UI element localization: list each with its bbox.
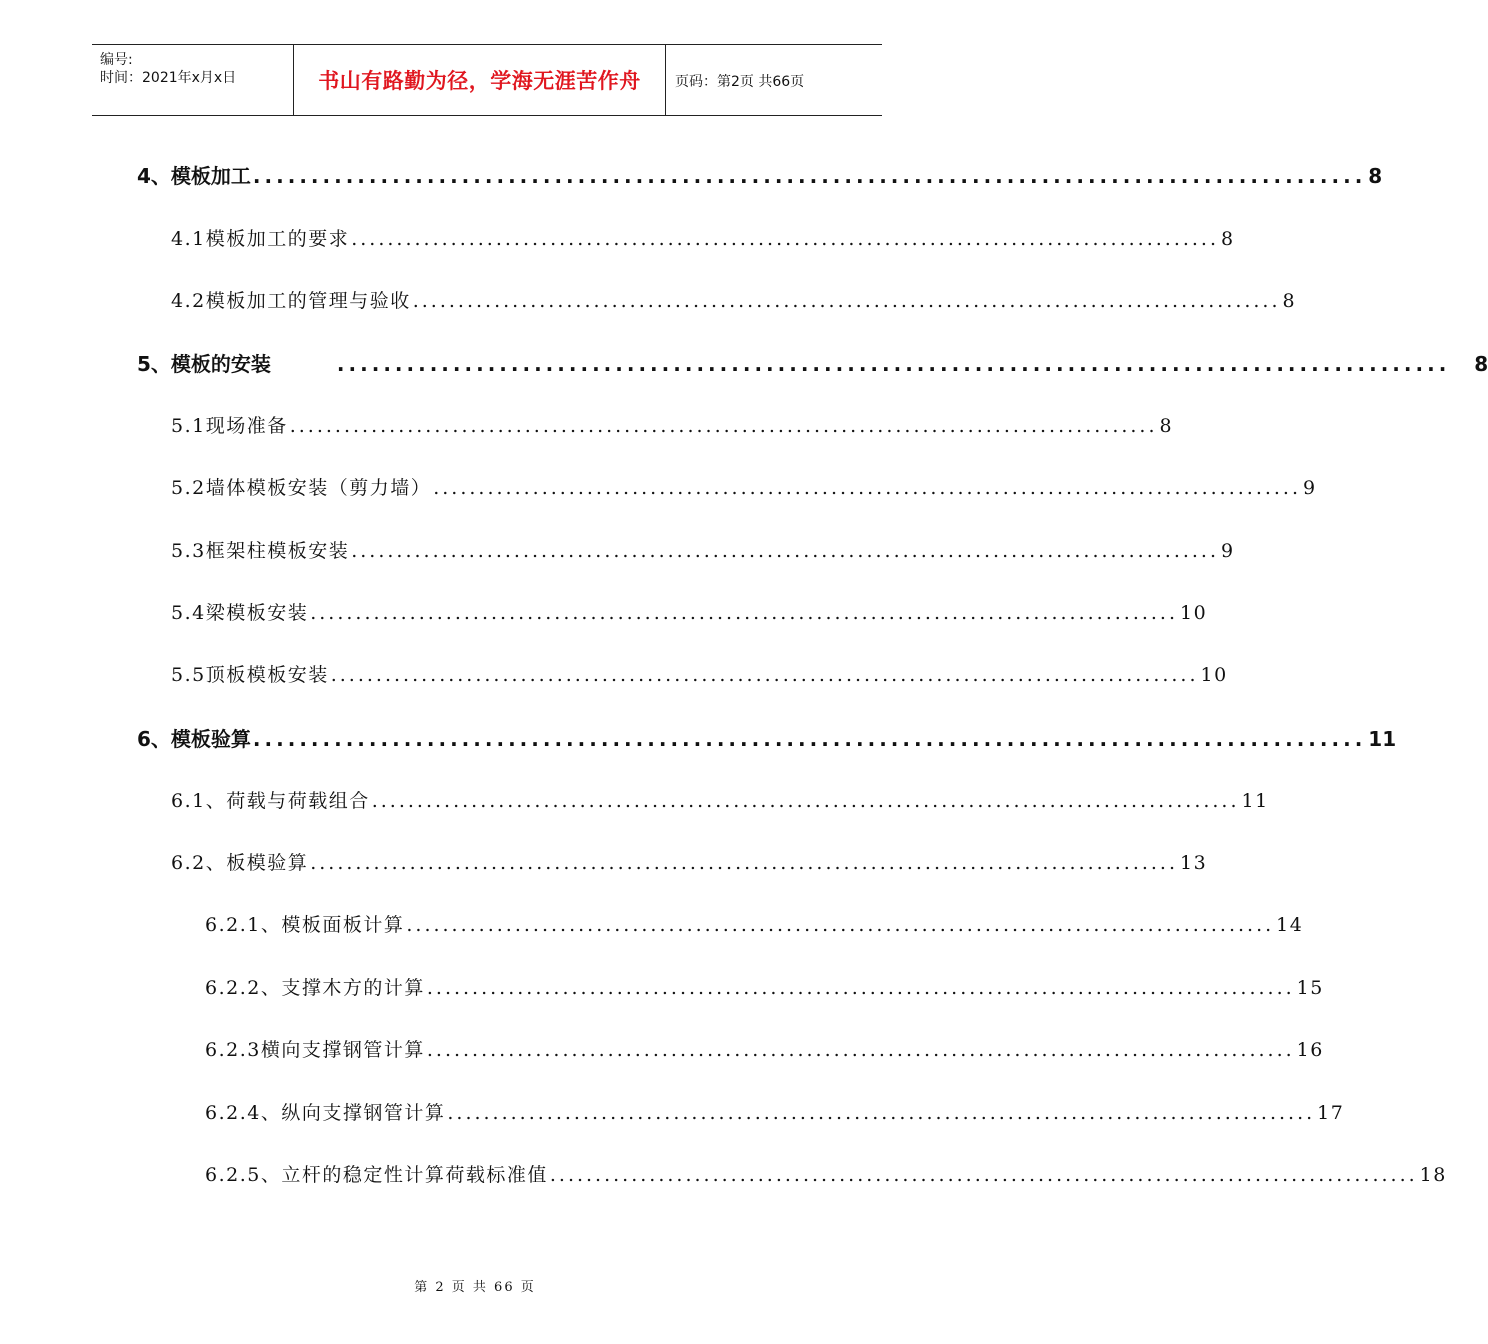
toc-leader: ................................................................................................: [447, 1102, 1316, 1124]
toc-entry-title: 6、模板验算: [137, 727, 251, 751]
document-number-label: 编号:: [100, 52, 133, 68]
toc-entry-page: 11: [1241, 790, 1269, 812]
toc-entry-title: 6.2.5、立杆的稳定性计算荷载标准值: [205, 1164, 548, 1186]
toc-entry-page: 10: [1180, 602, 1208, 624]
toc-entry-title: 6.1、荷载与荷载组合: [171, 790, 370, 812]
toc-entry[interactable]: [137, 723, 1397, 752]
toc-entry-page: 10: [1200, 664, 1228, 686]
toc-entry-title: 4、模板加工: [137, 164, 251, 188]
toc-entry[interactable]: [205, 1098, 1345, 1125]
toc-entry[interactable]: [171, 224, 1235, 251]
toc-entry-title: 5.5顶板模板安装: [171, 664, 329, 686]
toc-entry-title: 6.2.1、模板面板计算: [205, 914, 405, 936]
toc-entry[interactable]: [171, 536, 1235, 563]
toc-entry[interactable]: [137, 348, 1488, 377]
toc-entry-title: 6.2、板模验算: [171, 852, 309, 874]
toc-leader: ................................................................................................: [330, 664, 1199, 686]
page-footer: 第 2 页 共 66 页: [414, 1280, 536, 1295]
toc-entry[interactable]: [171, 786, 1269, 813]
toc-entry-page: 18: [1419, 1164, 1447, 1186]
toc-leader: ................................................................................................: [549, 1164, 1418, 1186]
toc-entry-page: 8: [1474, 352, 1488, 376]
toc-entry[interactable]: [171, 660, 1228, 687]
toc-entry-page: 8: [1282, 290, 1297, 312]
toc-entry-page: 9: [1221, 540, 1235, 562]
toc-entry[interactable]: [137, 160, 1383, 189]
page-header: [92, 44, 882, 116]
toc-entry-title: 5、模板的安装: [137, 352, 271, 376]
header-motto: 书山有路勤为径，学海无涯苦作舟: [318, 68, 641, 93]
toc-leader: ................................................................................................: [426, 977, 1295, 999]
toc-entry-title: 6.2.4、纵向支撑钢管计算: [205, 1102, 446, 1124]
toc-entry-title: 5.2墙体模板安装（剪力墙）: [171, 477, 432, 499]
toc-entry-page: 13: [1180, 852, 1208, 874]
toc-leader: ................................................................................................: [426, 1039, 1295, 1061]
toc-leader: ................................................................................................: [406, 914, 1275, 936]
toc-entry-title: 6.2.3横向支撑钢管计算: [205, 1039, 425, 1061]
toc-entry[interactable]: [205, 1160, 1447, 1187]
toc-entry-page: 8: [1221, 228, 1235, 250]
toc-entry-page: 17: [1317, 1102, 1345, 1124]
toc-entry-page: 16: [1296, 1039, 1324, 1061]
toc-leader: ................................................................................................: [371, 790, 1240, 812]
header-page-number: 页码：第2页 共66页: [675, 74, 805, 90]
toc-leader: ................................................................................................: [433, 477, 1302, 499]
toc-entry[interactable]: [171, 473, 1317, 500]
toc-entry[interactable]: [171, 598, 1208, 625]
toc-leader: ................................................................................................: [310, 852, 1179, 874]
toc-leader: ................................................................................................: [289, 415, 1158, 437]
header-meta: [100, 51, 290, 87]
toc-leader: ................................................................................................: [351, 228, 1220, 250]
toc-entry-page: 11: [1368, 727, 1397, 751]
toc-entry-title: 5.4梁模板安装: [171, 602, 309, 624]
toc-leader: ................................................................................................: [412, 290, 1281, 312]
toc-leader: ................................................................................................: [351, 540, 1220, 562]
toc-leader: ................................................................................................: [310, 602, 1179, 624]
toc-entry[interactable]: [171, 848, 1208, 875]
toc-entry[interactable]: [205, 973, 1324, 1000]
toc-entry-page: 14: [1276, 914, 1304, 936]
toc-entry-title: 5.1现场准备: [171, 415, 288, 437]
toc-entry-title: 4.1模板加工的要求: [171, 228, 350, 250]
toc-leader: ................................................................................................: [252, 727, 1367, 751]
toc-entry[interactable]: [205, 910, 1304, 937]
toc-entry-title: 4.2模板加工的管理与验收: [171, 290, 411, 312]
toc-leader: ................................................................................................: [252, 164, 1367, 188]
toc-entry-title: 6.2.2、支撑木方的计算: [205, 977, 425, 999]
toc-entry-page: 8: [1159, 415, 1174, 437]
document-time-label: 时间：2021年x月x日: [100, 70, 237, 86]
toc-entry-page: 9: [1303, 477, 1317, 499]
toc-entry-page: 15: [1296, 977, 1324, 999]
header-divider: [665, 45, 666, 115]
toc-entry[interactable]: [205, 1035, 1324, 1062]
toc-entry-title: 5.3框架柱模板安装: [171, 540, 350, 562]
toc-entry[interactable]: [171, 411, 1174, 438]
toc-leader: ................................................................................................: [336, 352, 1451, 376]
toc-entry-page: 8: [1368, 164, 1383, 188]
toc-entry[interactable]: [171, 286, 1297, 313]
